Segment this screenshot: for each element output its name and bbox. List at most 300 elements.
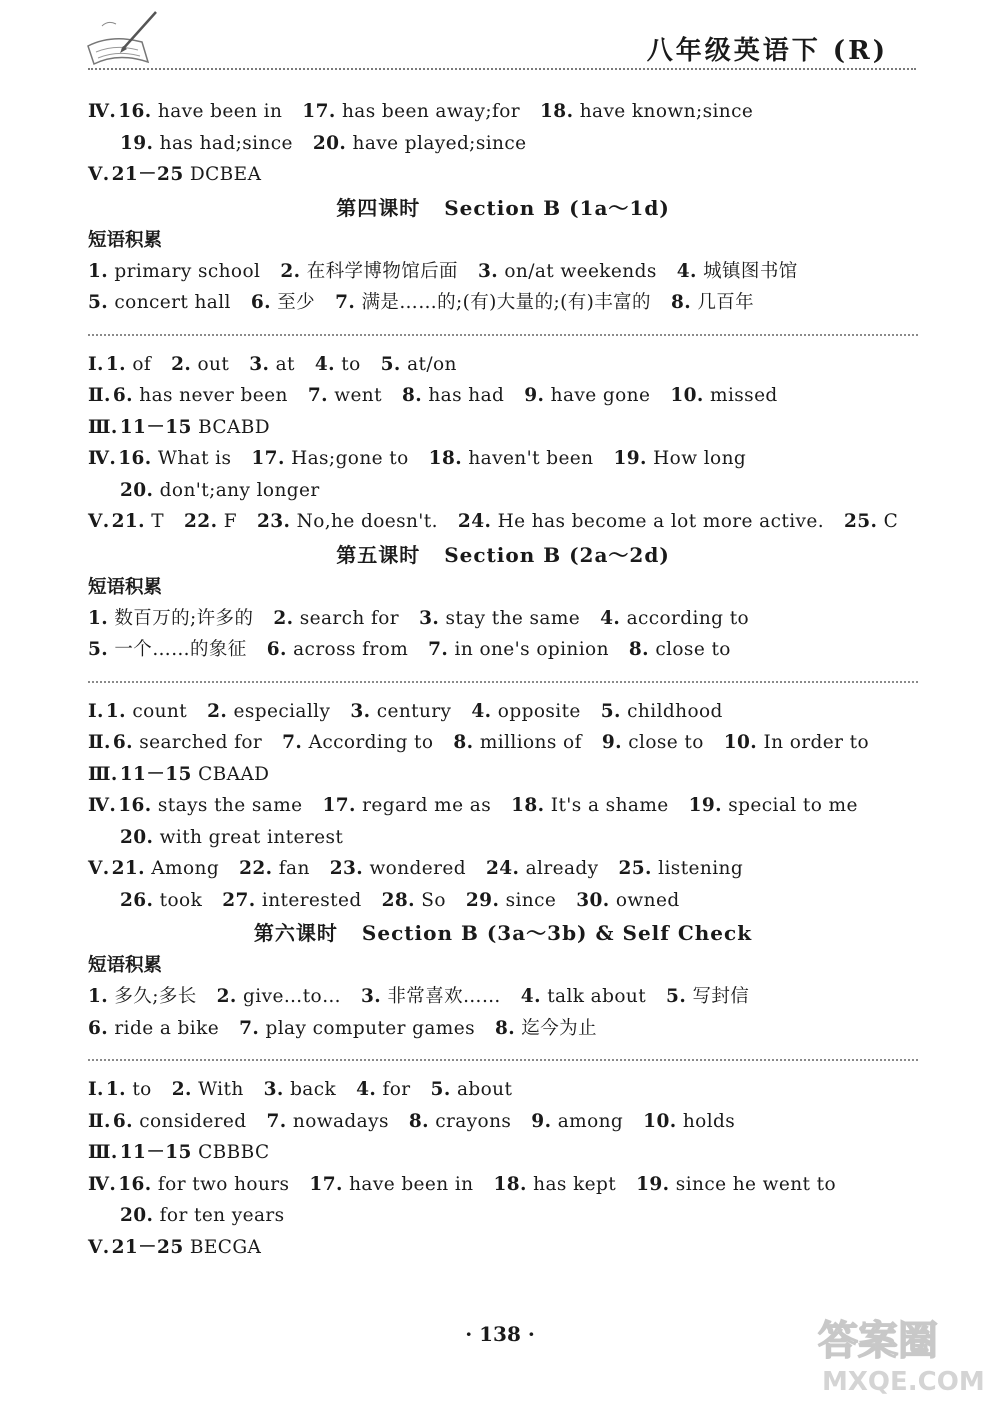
answer-line: [88, 1074, 918, 1106]
item-number: 6.: [250, 292, 271, 313]
item-number: 1.: [105, 353, 127, 375]
part-numeral: Ⅰ.: [88, 700, 104, 722]
answer-item: [643, 1111, 735, 1132]
item-number: 2.: [171, 353, 192, 375]
item-number: 7.: [428, 639, 449, 660]
answer-item: [112, 511, 164, 532]
item-text: back: [290, 1079, 337, 1100]
phrase-heading: 短语积累: [88, 229, 163, 251]
item-number: 3.: [249, 353, 270, 375]
answer-item: [118, 101, 282, 122]
answer-line: [88, 790, 918, 822]
answer-item: [402, 385, 504, 406]
answer-item: [222, 890, 361, 911]
item-text: 写封信: [692, 986, 750, 1007]
answer-item: [239, 858, 310, 879]
item-text: talk about: [547, 986, 647, 1007]
answer-item: [602, 732, 704, 753]
answer-line: [88, 380, 918, 412]
part-numeral: Ⅰ.: [88, 1079, 104, 1100]
answer-item: [671, 292, 754, 313]
answer-line: [88, 506, 918, 538]
item-number: 19.: [688, 795, 722, 816]
part-numeral: Ⅱ.: [88, 732, 111, 753]
phrase-line: [88, 256, 918, 288]
item-number: 29.: [465, 889, 500, 911]
answer-item: [431, 1079, 513, 1100]
answer-line: [88, 1232, 918, 1264]
answer-item: [486, 858, 599, 879]
answer-item: [88, 608, 253, 629]
item-text: according to: [626, 607, 750, 629]
book-title: 八年级英语下 (R): [646, 36, 888, 66]
item-text: wondered: [369, 858, 466, 879]
item-text: crayons: [435, 1110, 512, 1132]
item-text: close to: [628, 732, 704, 753]
item-number: 16.: [118, 101, 152, 122]
item-text: century: [376, 700, 452, 722]
item-text: across from: [293, 639, 409, 660]
item-text: especially: [233, 700, 331, 722]
item-text: took: [159, 889, 203, 911]
item-text: C: [883, 511, 899, 532]
dotted-divider: [88, 334, 918, 336]
answer-item: [844, 511, 898, 532]
answer-item: [361, 986, 501, 1007]
answer-item: [273, 608, 399, 629]
answer-item: [330, 858, 466, 879]
item-number: 5.: [88, 639, 109, 660]
item-number: 17.: [302, 101, 336, 122]
item-number: 8.: [401, 385, 423, 406]
item-number: 18.: [540, 101, 574, 122]
item-number: 16.: [118, 1173, 152, 1195]
answer-item: [356, 1079, 410, 1100]
answer-item: [381, 354, 457, 375]
item-number: 21.: [111, 858, 145, 879]
answer-item: [629, 639, 731, 660]
watermark-chinese: 答案圈: [818, 1318, 938, 1364]
item-text: In order to: [763, 732, 870, 753]
item-text: Among: [151, 858, 220, 879]
item-text: searched for: [139, 732, 263, 753]
item-text: childhood: [627, 700, 723, 722]
watermark-logo: [808, 1306, 988, 1398]
item-text: millions of: [479, 732, 582, 753]
item-number: 18.: [428, 448, 463, 469]
answer-item: [267, 639, 408, 660]
item-text: Has;gone to: [291, 448, 409, 469]
item-text: out: [197, 353, 230, 375]
item-text: among: [557, 1110, 624, 1132]
item-number: 19.: [120, 132, 154, 154]
item-text: about: [456, 1079, 513, 1100]
section-code: Section B (2a～2d): [444, 542, 670, 567]
item-number: 9.: [601, 732, 622, 753]
item-number: 4.: [471, 700, 492, 722]
answer-item: [88, 261, 260, 282]
item-number: 2.: [280, 260, 301, 282]
item-number: 23.: [256, 511, 291, 532]
answer-item: [217, 986, 341, 1007]
item-number: 19.: [613, 448, 647, 469]
item-text: owned: [615, 889, 680, 911]
answer-item: [322, 795, 491, 816]
phrase-heading: 短语积累: [88, 576, 163, 598]
item-text: It's a shame: [550, 795, 669, 816]
item-number: 5.: [666, 986, 687, 1007]
answer-item: [282, 732, 433, 753]
item-number: 2.: [207, 700, 228, 722]
answer-item: [409, 1111, 511, 1132]
answer-line: [88, 1137, 918, 1169]
dotted-divider: [88, 681, 918, 683]
answer-line: [88, 159, 918, 191]
answer-line: [88, 822, 918, 854]
answer-item: [540, 101, 753, 122]
item-number: 18.: [493, 1173, 527, 1195]
item-number: 16.: [118, 795, 152, 816]
item-text: listening: [658, 858, 744, 879]
item-number: 18.: [511, 795, 545, 816]
answer-line: [88, 412, 918, 444]
answer-item: [315, 354, 361, 375]
item-number: 23.: [329, 858, 364, 879]
part-numeral: Ⅲ.: [88, 763, 118, 785]
item-text: 多久;多长: [114, 986, 197, 1007]
answer-item: [613, 448, 746, 469]
item-number: 20.: [120, 479, 154, 501]
answer-item: [478, 261, 657, 282]
item-text: 非常喜欢……: [387, 986, 501, 1007]
item-number: 4.: [520, 986, 541, 1007]
item-number: 4.: [356, 1079, 377, 1100]
part-numeral: Ⅲ.: [88, 416, 118, 438]
answer-item: [120, 1205, 285, 1226]
item-number: 3.: [360, 986, 382, 1007]
answer-item: [280, 261, 458, 282]
item-number: 2.: [171, 1079, 192, 1100]
pen-book-logo: [82, 6, 172, 68]
answer-item: [106, 354, 151, 375]
item-text: nowadays: [292, 1110, 389, 1132]
item-text: No,he doesn't.: [296, 511, 438, 532]
item-number: 8.: [494, 1017, 516, 1039]
answer-item: [207, 701, 330, 722]
item-number: 2.: [216, 986, 237, 1007]
answer-line: [88, 1200, 918, 1232]
item-text: 几百年: [697, 292, 755, 313]
item-text: interested: [261, 889, 362, 911]
item-number: 27.: [222, 889, 256, 911]
item-number: 7.: [266, 1110, 287, 1132]
item-number: 6.: [88, 1017, 109, 1039]
answer-item: [335, 292, 651, 313]
answer-item: [257, 511, 438, 532]
item-number: 3.: [263, 1079, 284, 1100]
answer-item: [112, 858, 219, 879]
answer-item: [576, 890, 679, 911]
item-number: 11－15: [119, 763, 192, 785]
answer-item: [267, 1111, 389, 1132]
item-number: 6.: [112, 385, 133, 406]
answer-item: [171, 354, 229, 375]
answer-item: [184, 511, 237, 532]
answer-item: [106, 1079, 152, 1100]
item-text: What is: [157, 448, 232, 469]
item-number: 8.: [628, 639, 650, 660]
answer-item: [382, 890, 446, 911]
item-text: for ten years: [159, 1205, 285, 1226]
answer-line: [88, 1169, 918, 1201]
item-text: have played;since: [352, 132, 527, 154]
item-number: 24.: [485, 858, 520, 879]
section-title: [88, 916, 918, 950]
answer-line: [88, 853, 918, 885]
item-text: give…to…: [243, 986, 341, 1007]
item-number: 17.: [309, 1173, 343, 1195]
item-number: 16.: [118, 448, 152, 469]
header-divider: [88, 68, 916, 70]
dotted-divider: [88, 1059, 918, 1061]
item-text: count: [132, 700, 188, 722]
item-number: 8.: [408, 1110, 429, 1132]
part-numeral: Ⅰ.: [88, 353, 104, 375]
part-numeral: Ⅲ.: [88, 1142, 118, 1163]
item-text: for two hours: [157, 1173, 290, 1195]
item-number: 11－15: [119, 1142, 192, 1163]
answer-item: [118, 448, 231, 469]
item-text: close to: [655, 639, 731, 660]
answer-item: [677, 261, 798, 282]
item-text: 满是……的;(有)大量的;(有)丰富的: [361, 292, 651, 313]
answer-item: [118, 1174, 289, 1195]
item-number: 19.: [636, 1173, 670, 1195]
answer-item: [428, 639, 609, 660]
answer-key-content: [88, 96, 918, 1263]
item-number: 17.: [322, 795, 356, 816]
answer-item: [524, 385, 650, 406]
item-number: 20.: [120, 826, 154, 848]
item-text: have known;since: [579, 101, 754, 122]
item-number: 4.: [314, 353, 335, 375]
part-numeral: Ⅱ.: [88, 385, 111, 406]
part-numeral: Ⅳ.: [88, 448, 117, 469]
answer-item: [88, 1018, 219, 1039]
section-code: Section B (3a～3b) & Self Check: [361, 921, 753, 945]
answer-line: [88, 885, 918, 917]
item-text: fan: [278, 858, 310, 879]
item-number: 10.: [670, 385, 704, 406]
item-text: opposite: [497, 700, 581, 722]
item-number: 1.: [105, 700, 127, 722]
answer-line: [88, 443, 918, 475]
answer-item: [453, 732, 581, 753]
part-numeral: Ⅳ.: [88, 101, 117, 122]
item-text: has had: [428, 385, 505, 406]
answer-item: [308, 385, 382, 406]
item-number: 24.: [457, 511, 492, 532]
item-number: 11－15: [119, 416, 192, 438]
item-number: 3.: [477, 260, 499, 282]
item-text: 一个……的象征: [114, 639, 247, 660]
answer-item: [120, 480, 320, 501]
answer-item: [88, 639, 247, 660]
item-number: 2.: [273, 607, 294, 629]
answer-item: [493, 1174, 616, 1195]
page-number: · 138 ·: [465, 1322, 535, 1346]
item-text: to: [341, 353, 361, 375]
item-text: considered: [139, 1110, 247, 1132]
item-number: 5.: [600, 700, 621, 722]
answer-item: [264, 1079, 336, 1100]
part-numeral: Ⅴ.: [88, 1236, 110, 1258]
answer-line: [88, 475, 918, 507]
item-number: 3.: [419, 607, 440, 629]
item-number: 1.: [88, 260, 109, 282]
answer-item: [113, 732, 262, 753]
answer-item: [689, 795, 858, 816]
answer-item: [313, 133, 527, 154]
item-number: 21.: [111, 511, 145, 532]
item-text: BCABD: [198, 416, 270, 438]
answer-item: [600, 608, 749, 629]
item-text: to: [132, 1079, 152, 1100]
item-text: have gone: [550, 385, 651, 406]
item-text: play computer games: [265, 1017, 475, 1039]
section-title: [88, 538, 918, 572]
answer-item: [419, 608, 580, 629]
item-text: has been away;for: [341, 101, 521, 122]
item-text: BECGA: [189, 1236, 262, 1258]
item-number: 6.: [112, 1110, 133, 1132]
answer-item: [120, 827, 343, 848]
item-text: don't;any longer: [159, 479, 320, 501]
item-text: CBBBC: [198, 1142, 270, 1163]
answer-item: [466, 890, 556, 911]
answer-line: [88, 96, 918, 128]
part-numeral: Ⅴ.: [88, 511, 110, 532]
item-text: have been in: [157, 101, 283, 122]
item-number: 20.: [120, 1205, 154, 1226]
item-text: regard me as: [362, 795, 492, 816]
item-number: 8.: [670, 292, 692, 313]
item-text: concert hall: [114, 292, 231, 313]
item-text: primary school: [114, 260, 261, 282]
item-number: 9.: [524, 385, 545, 406]
answer-item: [251, 292, 315, 313]
item-text: 在科学博物馆后面: [306, 260, 458, 282]
item-text: With: [198, 1079, 244, 1100]
item-text: haven't been: [468, 448, 594, 469]
part-numeral: Ⅴ.: [88, 858, 110, 879]
item-number: 1.: [88, 986, 109, 1007]
answer-item: [88, 292, 231, 313]
lesson-label: 第五课时: [336, 542, 421, 567]
item-text: already: [525, 858, 599, 879]
item-number: 5.: [430, 1079, 451, 1100]
item-text: 数百万的;许多的: [114, 607, 254, 629]
item-number: 5.: [380, 353, 401, 375]
item-text: CBAAD: [198, 763, 270, 785]
item-number: 30.: [576, 889, 610, 911]
item-text: stay the same: [445, 607, 581, 629]
part-numeral: Ⅳ.: [88, 1173, 117, 1195]
phrase-line: [88, 1013, 918, 1045]
item-text: has had;since: [159, 132, 293, 154]
item-text: DCBEA: [189, 164, 262, 185]
item-number: 25.: [844, 511, 878, 532]
item-text: in one's opinion: [454, 639, 609, 660]
answer-line: [88, 128, 918, 160]
item-text: 城镇图书馆: [703, 260, 798, 282]
item-text: special to me: [728, 795, 858, 816]
part-numeral: Ⅱ.: [88, 1110, 111, 1132]
item-text: of: [132, 353, 152, 375]
answer-item: [531, 1111, 623, 1132]
item-number: 22.: [184, 511, 218, 532]
watermark-domain: MXQE.COM: [822, 1367, 985, 1397]
section-title: [88, 191, 918, 225]
item-text: According to: [308, 732, 434, 753]
item-number: 6.: [266, 639, 287, 660]
answer-line: [88, 727, 918, 759]
item-text: on/at weekends: [504, 260, 657, 282]
answer-item: [239, 1018, 475, 1039]
item-text: has kept: [533, 1173, 617, 1195]
item-text: with great interest: [159, 826, 344, 848]
item-text: He has become a lot more active.: [497, 511, 824, 532]
phrase-heading: 短语积累: [88, 955, 163, 976]
answer-item: [309, 1174, 473, 1195]
item-text: since he went to: [675, 1173, 837, 1195]
answer-item: [106, 701, 187, 722]
answer-item: [120, 890, 202, 911]
answer-item: [636, 1174, 836, 1195]
item-number: 20.: [312, 132, 347, 154]
item-text: stays the same: [157, 795, 303, 816]
item-text: missed: [710, 385, 778, 406]
answer-item: [120, 133, 293, 154]
item-text: for: [382, 1079, 411, 1100]
item-text: went: [334, 385, 382, 406]
item-number: 9.: [531, 1110, 552, 1132]
item-text: ride a bike: [114, 1017, 220, 1039]
answer-item: [112, 164, 262, 185]
item-text: at: [275, 353, 295, 375]
item-number: 8.: [453, 732, 474, 753]
answer-item: [471, 701, 580, 722]
lesson-label: 第六课时: [253, 921, 338, 945]
item-text: How long: [653, 448, 747, 469]
answer-line: [88, 349, 918, 381]
item-text: F: [223, 511, 237, 532]
part-numeral: Ⅴ.: [88, 164, 110, 185]
answer-item: [172, 1079, 244, 1100]
item-number: 1.: [105, 1079, 127, 1100]
part-numeral: Ⅳ.: [88, 795, 117, 816]
phrase-line: [88, 603, 918, 635]
answer-item: [88, 986, 197, 1007]
item-number: 21－25: [111, 1236, 184, 1258]
answer-item: [458, 511, 824, 532]
item-text: at/on: [407, 353, 457, 375]
answer-item: [601, 701, 723, 722]
item-number: 22.: [239, 858, 273, 879]
item-number: 3.: [350, 700, 371, 722]
answer-item: [302, 101, 520, 122]
item-number: 4.: [676, 260, 697, 282]
